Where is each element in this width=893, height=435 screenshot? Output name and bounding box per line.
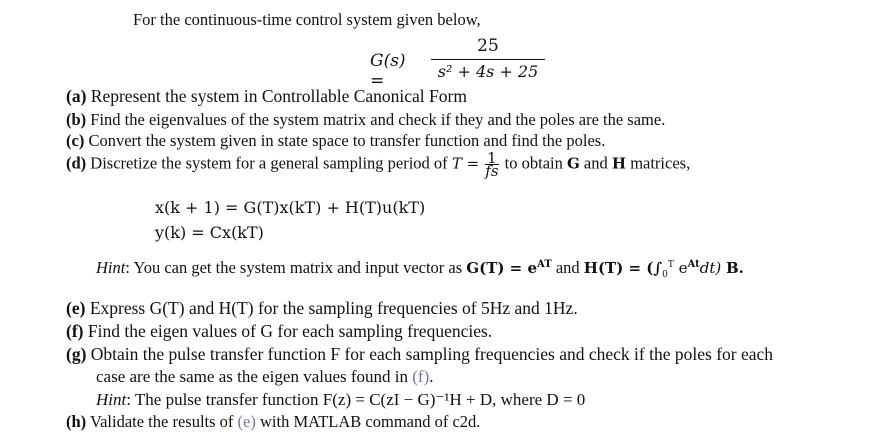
- part-f-reference: (f): [412, 367, 430, 386]
- tf-lhs: G(s) =: [370, 51, 406, 91]
- part-h: (h) Validate the results of (e) with MATLAB command of c2d.: [66, 412, 481, 431]
- tf-fraction: [431, 36, 545, 81]
- part-e: (e) Express G(T) and H(T) for the sampling frequencies of 5Hz and 1Hz.: [66, 298, 578, 318]
- hint-2: Hint: The pulse transfer function F(z) = C(zI − G)⁻¹H + D, where D = 0: [96, 390, 586, 409]
- part-d: (d) Discretize the system for a general sampling period of T = $\frac{1}{fs}$ to obtain G and H matrices,: [66, 149, 691, 180]
- tf-denominator: s² + 4s + 25: [437, 62, 539, 81]
- tf-fraction-bar: [431, 59, 545, 60]
- intro-text: For the continuous-time control system given below,: [133, 10, 481, 29]
- part-f: (f) Find the eigen values of G for each sampling frequencies.: [66, 321, 493, 341]
- part-a: (a) Represent the system in Controllable Canonical Form: [66, 86, 467, 106]
- part-e-reference: (e): [237, 412, 256, 431]
- state-equation-1: x(k + 1) = G(T)x(kT) + H(T)u(kT): [155, 198, 426, 217]
- part-c: (c) Convert the system given in state space to transfer function and find the poles.: [66, 131, 606, 150]
- part-b: (b) Find the eigenvalues of the system matrix and check if they and the poles are the same.: [66, 110, 666, 129]
- part-g: (g) Obtain the pulse transfer function F for each sampling frequencies and check if the poles for each: [66, 344, 774, 364]
- hint-1: Hint: You can get the system matrix and input vector as $G(T) = e^{AT}$ and $H(T) = (\int_0^T$ $e^{At}dt$) B.: [96, 258, 744, 280]
- sampling-period-fraction: $\frac{1}{fs}$: [485, 149, 499, 180]
- tf-numerator: 25: [477, 36, 499, 56]
- part-g-continued: case are the same as the eigen values found in (f).: [96, 367, 434, 386]
- state-equation-2: y(k) = Cx(kT): [155, 223, 264, 242]
